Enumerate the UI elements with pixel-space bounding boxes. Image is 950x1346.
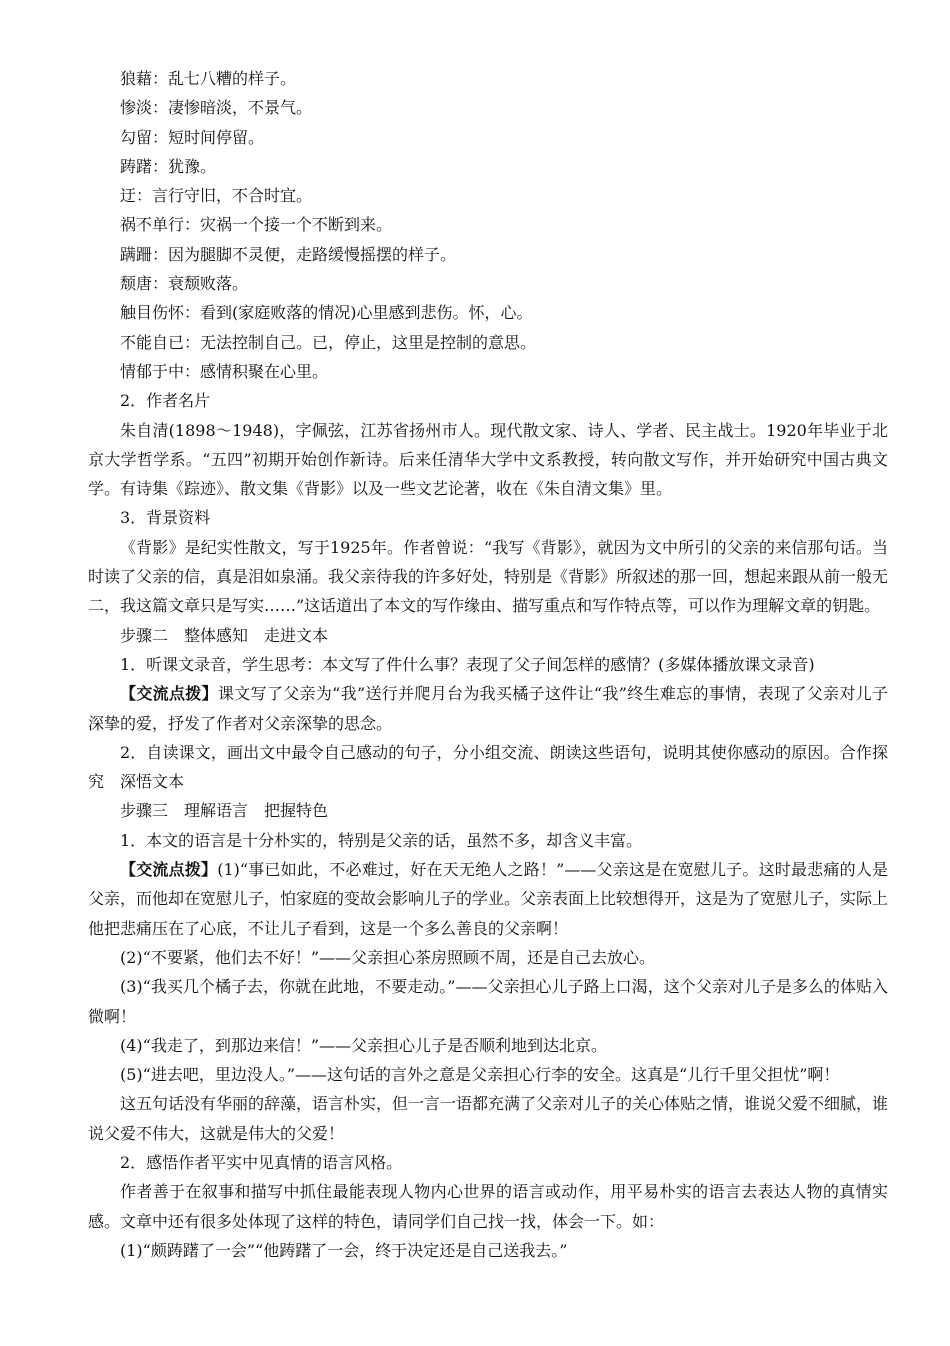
paragraph-text: 作者善于在叙事和描写中抓住最能表现人物内心世界的语言或动作，用平易朴实的语言去表达人物的真情实感。文章中还有很多处体现了这样的特色，请同学们自己找一找，体会一下。如：: [88, 1182, 888, 1231]
paragraph-text: 情郁于中：感情积聚在心里。: [120, 361, 329, 381]
paragraph: [88, 621, 888, 650]
paragraph-text: (2)“不要紧，他们去不好！”——父亲担心茶房照顾不周，还是自己去放心。: [120, 947, 656, 967]
paragraph: [88, 1177, 888, 1236]
paragraph-text: 踌躇：犹豫。: [120, 156, 217, 176]
paragraph: [88, 972, 888, 1031]
paragraph-text: 步骤二 整体感知 走进文本: [120, 625, 329, 645]
paragraph: [88, 533, 888, 621]
paragraph-text: 勾留：短时间停留。: [120, 127, 265, 147]
paragraph: [88, 357, 888, 386]
paragraph-text: (1)“事已如此，不必难过，好在天无绝人之路！”——父亲这是在宽慰儿子。这时最悲痛的人是父亲，而他却在宽慰儿子，怕家庭的变故会影响儿子的学业。父亲表面上比较想得开，这是为了宽慰儿子，实际上他把悲痛压在了心底，不让儿子看到，这是一个多么善良的父亲啊！: [88, 860, 889, 938]
paragraph: [88, 298, 888, 327]
paragraph-text: 触目伤怀：看到(家庭败落的情况)心里感到悲伤。怀，心。: [120, 303, 533, 323]
paragraph: [88, 1148, 888, 1177]
paragraph-text: 颓唐：衰颓败落。: [120, 274, 249, 294]
paragraph-text: 惨淡：凄惨暗淡，不景气。: [120, 98, 313, 118]
paragraph-text: 不能自已：无法控制自己。已，停止，这里是控制的意思。: [120, 332, 537, 352]
paragraph-text: 1．本文的语言是十分朴实的，特别是父亲的话，虽然不多，却含义丰富。: [120, 830, 643, 850]
paragraph-text: 3．背景资料: [120, 508, 211, 528]
paragraph-text: 狼藉：乱七八糟的样子。: [120, 69, 297, 88]
paragraph-text: 朱自清(1898～1948)，字佩弦，江苏省扬州市人。现代散文家、诗人、学者、民主战士。1920年毕业于北京大学哲学系。“五四”初期开始创作新诗。后来任清华大学中文系教授，转向散文写作，并开始研究中国古典文学。有诗集《踪迹》、散文集《背影》以及一些文艺论著，收在《朱自清文集》里。: [88, 420, 888, 499]
paragraph: [88, 679, 888, 738]
paragraph-text: 2．感悟作者平实中见真情的语言风格。: [120, 1152, 403, 1172]
paragraph-text: (4)“我走了，到那边来信！”——父亲担心儿子是否顺利地到达北京。: [120, 1035, 608, 1055]
paragraph-text: 2．自读课文，画出文中最令自己感动的句子，分小组交流、朗读这些语句，说明其使你感动的原因。合作探究 深悟文本: [88, 742, 888, 792]
paragraph: [88, 328, 888, 357]
paragraph: [88, 738, 888, 797]
paragraph: [88, 240, 888, 269]
paragraph: [88, 503, 888, 532]
callout-label: 【交流点拨】: [120, 684, 218, 704]
paragraph-text: 蹒跚：因为腿脚不灵便，走路缓慢摇摆的样子。: [120, 244, 457, 264]
paragraph: [88, 152, 888, 181]
paragraph-text: 《背影》是纪实性散文，写于1925年。作者曾说：“我写《背影》，就因为文中所引的父亲的来信那句话。当时读了父亲的信，真是泪如泉涌。我父亲待我的许多好处，特别是《背影》所叙述的那一回，想起来跟从前一般无二，我这篇文章只是写实……”这话道出了本文的写作缘由、描写重点和写作特点等，可以作为理解文章的钥匙。: [88, 537, 889, 616]
callout-label: 【交流点拨】: [120, 860, 218, 880]
paragraph: [88, 1031, 888, 1060]
paragraph: [88, 386, 888, 415]
paragraph-text: 课文写了父亲为“我”送行并爬月台为我买橘子这件让“我”终生难忘的事情，表现了父亲对儿子深挚的爱，抒发了作者对父亲深挚的思念。: [88, 684, 888, 733]
paragraph: [88, 416, 888, 504]
document-page: [88, 64, 888, 1265]
paragraph-text: (1)“颇踌躇了一会”“他踌躇了一会，终于决定还是自己送我去。”: [120, 1240, 568, 1260]
paragraph: [88, 796, 888, 825]
paragraph: [88, 269, 888, 298]
paragraph: [88, 181, 888, 210]
paragraph: [88, 210, 888, 239]
paragraph: [88, 943, 888, 972]
paragraph: [88, 93, 888, 122]
paragraph-text: (3)“我买几个橘子去，你就在此地，不要走动。”——父亲担心儿子路上口渴，这个父亲对儿子是多么的体贴入微啊！: [88, 977, 888, 1026]
paragraph: [88, 1060, 888, 1089]
paragraph: [88, 650, 888, 679]
paragraph-text: 步骤三 理解语言 把握特色: [120, 801, 329, 821]
paragraph: [88, 64, 888, 93]
paragraph: [88, 1089, 888, 1148]
paragraph-text: 这五句话没有华丽的辞藻，语言朴实，但一言一语都充满了父亲对儿子的关心体贴之情，谁说父爱不细腻，谁说父爱不伟大，这就是伟大的父爱！: [88, 1094, 889, 1143]
paragraph: [88, 123, 888, 152]
paragraph-text: 1．听课文录音，学生思考：本文写了件什么事？表现了父子间怎样的感情？(多媒体播放课文录音): [120, 654, 815, 674]
paragraph: [88, 826, 888, 855]
paragraph-text: (5)“进去吧，里边没人。”——这句话的言外之意是父亲担心行李的安全。这真是“儿行千里父担忧”啊！: [120, 1065, 840, 1085]
paragraph-text: 迂：言行守旧，不合时宜。: [120, 186, 313, 206]
paragraph: [88, 855, 888, 943]
paragraph-text: 2．作者名片: [120, 391, 211, 411]
paragraph: [88, 1236, 888, 1265]
paragraph-text: 祸不单行：灾祸一个接一个不断到来。: [120, 215, 393, 235]
